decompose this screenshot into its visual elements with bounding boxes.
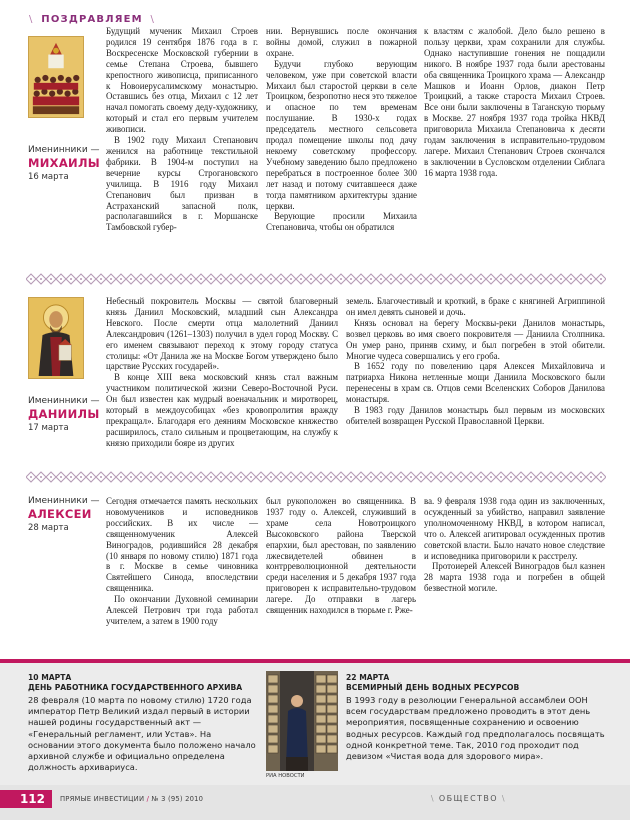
footer-section — [431, 794, 506, 803]
article-column — [266, 496, 416, 616]
event-water-day — [346, 673, 606, 762]
nameday-block-daniil — [28, 396, 102, 434]
article-column — [106, 26, 258, 233]
paragraph: Небесный покровитель Москвы — святой благоверный князь Даниил Московский, младший сын Александра Невского. После смерти отца малолетний Даниил Александрович (1261–1303) получил в удел город Москву. С его именем связывают переход к этому городу статуса столицы: «От Данила же на Москве Богом утверждено было царствие Русских государей». — [106, 296, 338, 372]
ornamental-divider — [26, 272, 606, 286]
footer-slash-right: \ — [501, 794, 506, 803]
nameday-label: Именинники — — [28, 396, 100, 406]
publication-name: ПРЯМЫЕ ИНВЕСТИЦИИ — [60, 795, 145, 803]
nameday-block-aleksei — [28, 496, 102, 534]
event-title: ВСЕМИРНЫЙ ДЕНЬ ВОДНЫХ РЕСУРСОВ — [346, 683, 520, 692]
article-column — [106, 496, 258, 627]
paragraph: Будучи глубоко верующим человеком, уже при советской власти Михаил был старостой церкви в селе Троицком, безропотно неся это тяжелое и опасное по тем временам послушание. В 1930-х годах председатель местного сельсовета продал помещение школы под дачу некоему советскому профессору. Учебному заведению было предложено перебраться в построенное более 300 лет назад и потому считавшееся даже тогда памятником архитектуры здание церкви. — [266, 58, 417, 211]
paragraph: В 1902 году Михаил Степанович женился на работнице текстильной фабрики. В 1904-м поступил на вечерние курсы Строгановского училища. В 1916 году Михаил Степанович был призван в Астраханский запасной полк, располагавшийся в г. Моршанске Тамбовской губер- — [106, 135, 258, 233]
publication-info: ПРЯМЫЕ ИНВЕСТИЦИИ / № 3 (95) 2010 — [60, 795, 204, 803]
event-date: 10 МАРТА — [28, 673, 72, 682]
nameday-name: АЛЕКСЕИ — [28, 507, 92, 521]
article-column — [424, 26, 605, 179]
header-slash-left: \ — [29, 14, 34, 25]
event-text: В 1993 году в резолюции Генеральной ассамблеи ООН всем государствам предложено проводить в этот день мероприятия, посвященные сохранению и освоению водных ресурсов. Каждый год предполагалось посвящать одной конкретной теме. Так, 2010 год проходит под девизом «Чистая вода для здорового мира». — [346, 695, 605, 762]
paragraph: Протоиерей Алексей Виноградов был казнен 28 марта 1938 года и погребен в общей безвестной могиле. — [424, 561, 605, 594]
nameday-date: 17 марта — [28, 423, 69, 433]
article-column — [424, 496, 605, 594]
photo-credit: РИА НОВОСТИ — [266, 773, 305, 779]
page-number: 112 — [0, 790, 52, 808]
event-text: 28 февраля (10 марта по новому стилю) 1720 года император Петр Великий издал первый в истории нашей родины государственный акт — «Генеральный регламент, или Устав». На основании этого документа было положено начало архивной службе и официально определена должность архивариуса. — [28, 695, 256, 773]
paragraph: земель. Благочестивый и кроткий, в браке с княгиней Агриппиной он имел девять сыновей и дочь. — [346, 296, 605, 317]
article-column — [106, 296, 338, 449]
nameday-block-mikhail — [28, 145, 102, 183]
paragraph: В конце XIII века московский князь стал важным участником политической жизни Северо-Восточной Руси. Он был известен как мудрый военачальник и миротворец, который в междоусобицах «без кровопролития вражду прекращал». Благодаря его деяниям Московское княжество расширилось, стало сильным и процветающим, на службу к князю приходили бояре из других — [106, 372, 338, 448]
paragraph: к властям с жалобой. Дело было решено в пользу церкви, храм сохранили для службы. Однако наступившие гонения не пощадили никого. В ноябре 1937 года были арестованы оба священника Троицкого храма — Александр Машков и Иоанн Орлов, диакон Петр Троицкий, а также староста Михаил Строев. Все они были заключены в Таганскую тюрьму в Москве. 27 ноября 1937 года тройка НКВД приговорила Михаила Степановича к десяти годам заключения в исправительно-трудовом лагере. Михаил Степанович Строев скончался в заключении в Сусловском отделении Сиблага 16 марта 1938 года. — [424, 26, 605, 178]
event-title: ДЕНЬ РАБОТНИКА ГОСУДАРСТВЕННОГО АРХИВА — [28, 683, 243, 692]
paragraph: ва. 9 февраля 1938 года один из заключенных, осужденный за убийство, направил заявление уполномоченному НКВД, в котором написал, что о. Алексей агитировал осужденных против советской власти. Было начато новое следствие и исповедника приговорили к расстрелу. — [424, 496, 605, 561]
paragraph: нии. Вернувшись после окончания войны домой, служил в пожарной охране. — [266, 26, 417, 58]
nameday-label: Именинники — — [28, 145, 100, 155]
nameday-date: 28 марта — [28, 523, 69, 533]
header-title: ПОЗДРАВЛЯЕМ — [41, 14, 143, 25]
article-column — [346, 296, 605, 427]
paragraph: В 1652 году по повелению царя Алексея Михайловича и патриарха Никона нетленные мощи Даниила Московского были перенесены в храм св. Отцов семи Вселенских Соборов Данилова монастыря. — [346, 361, 605, 405]
paragraph: был рукоположен во священника. В 1937 году о. Алексей, служивший в храме села Новотроицкого Высоковского района Тверской епархии, был арестован, по заявлению лжесвидетелей обвинен в контрреволюционной деятельности среди населения и 5 декабря 1937 года приговорен к исправительно-трудовом лагере. До отправки в лагерь священник находился в тюрьме г. Рже- — [266, 496, 416, 616]
paragraph: Будущий мученик Михаил Строев родился 19 сентября 1876 года в г. Воскресенске Московской губернии в семье Степана Строева, бывшего крепостного живописца, приписанного к Новоиерусалимскому монастырю. Оставшись без отца, Михаил с 12 лет начал помогать своему деду-художнику, который и стал его первым учителем живописи. — [106, 26, 258, 135]
header-slash-right: \ — [150, 14, 156, 25]
ornamental-divider — [26, 470, 606, 484]
event-archive-day — [28, 673, 258, 773]
section-header — [26, 14, 158, 25]
nameday-name: ДАНИИЛЫ — [28, 407, 100, 421]
footer-slash-left: \ — [430, 794, 435, 803]
paragraph: Верующие просили Михаила Степановича, чтобы он обратился — [266, 211, 417, 233]
footer-section-title: ОБЩЕСТВО — [438, 794, 498, 803]
nameday-label: Именинники — — [28, 496, 100, 506]
archive-photo-image — [266, 671, 338, 771]
paragraph: Князь основал на берегу Москвы-реки Данилов монастырь, возвел церковь во имя своего покровителя — Даниила Столпника. Он умер рано, приняв схиму, и был погребен в этой обители. Многие чудеса совершались у его гроба. — [346, 317, 605, 361]
icon-saint-daniel-image — [28, 297, 84, 379]
issue-number: № 3 (95) 2010 — [151, 795, 204, 803]
nameday-name: МИХАИЛЫ — [28, 156, 101, 170]
icon-new-martyrs-image — [28, 36, 84, 118]
paragraph: По окончании Духовной семинарии Алексей Петрович три года работал учителем, а затем в 1900 году — [106, 594, 258, 626]
paragraph: Сегодня отмечается память нескольких новомучеников и исповедников российских. В их числе — священномученик Алексей Виноградов, родившийся 28 декабря (10 января по новому стилю) 1871 года в г. Москве в семье чиновника Святейшего Синода, впоследствии священника. — [106, 496, 258, 594]
paragraph: В 1983 году Данилов монастырь был первым из московских обителей возвращен Русской Православной Церкви. — [346, 405, 605, 426]
article-column — [266, 26, 417, 233]
event-date: 22 МАРТА — [346, 673, 390, 682]
nameday-date: 16 марта — [28, 172, 69, 182]
